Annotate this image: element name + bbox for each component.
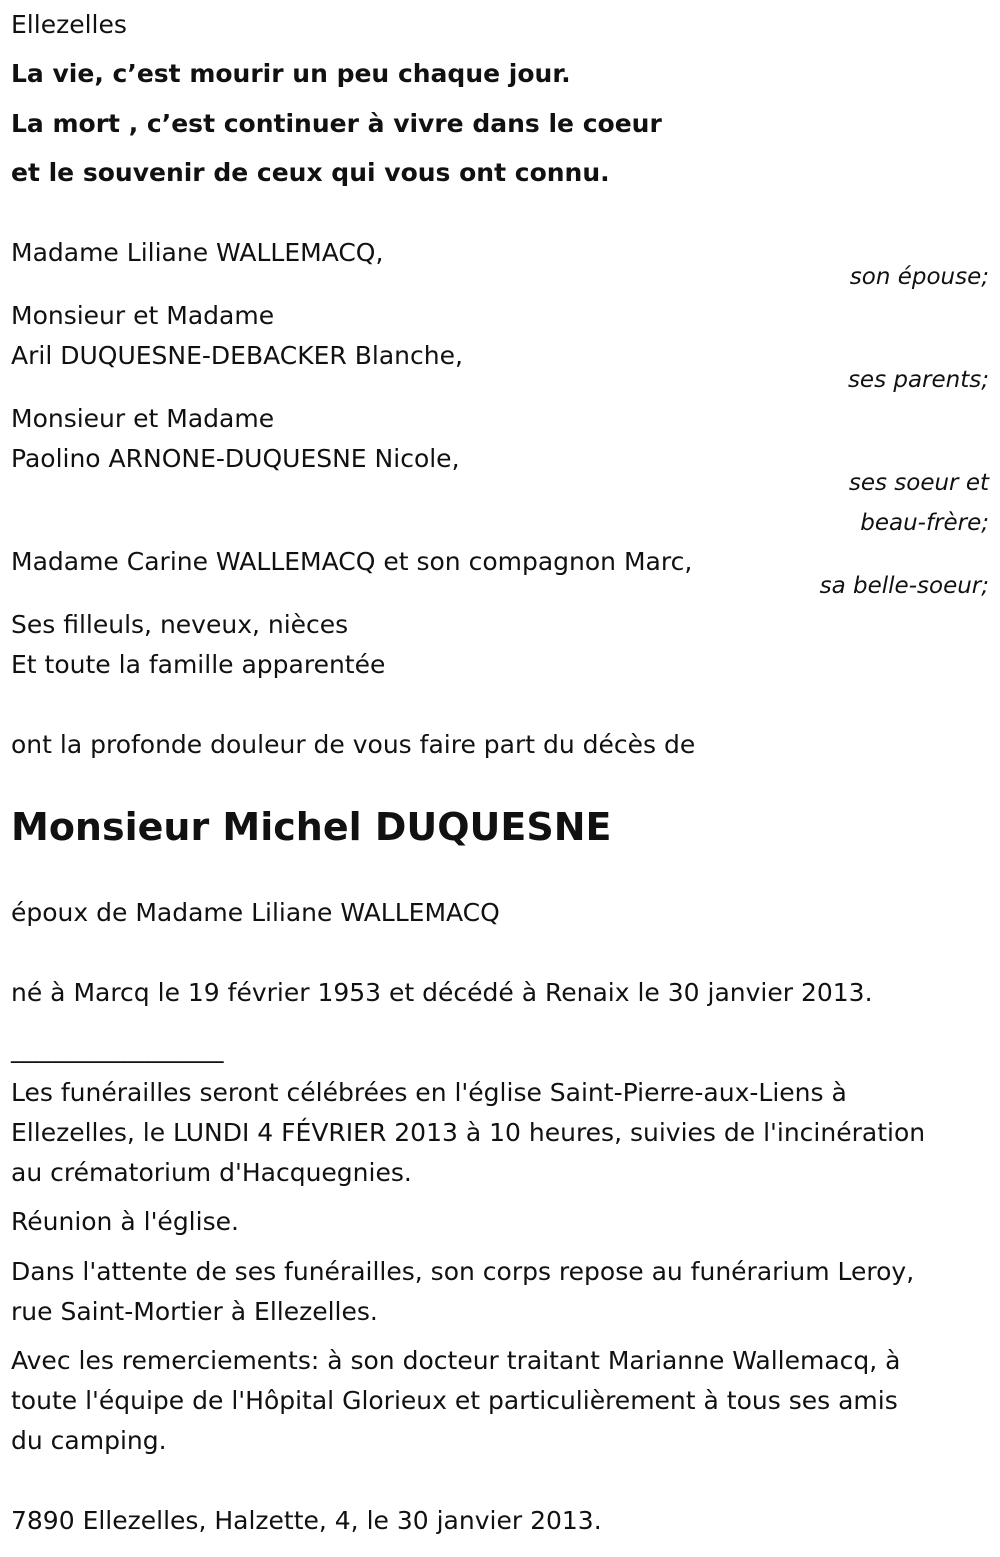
birth-death: né à Marcq le 19 février 1953 et décédé à Renaix le 30 janvier 2013. (11, 978, 873, 1007)
relation: sa belle-soeur; (819, 573, 989, 599)
family-member: Madame Carine WALLEMACQ et son compagnon Marc, (11, 547, 693, 576)
family-member: Aril DUQUESNE-DEBACKER Blanche, (11, 341, 463, 370)
address: 7890 Ellezelles, Halzette, 4, le 30 janvier 2013. (11, 1506, 602, 1535)
family-member: Madame Liliane WALLEMACQ, (11, 238, 384, 267)
quote-line: et le souvenir de ceux qui vous ont connu. (11, 158, 610, 187)
separator: _________________ (11, 1034, 224, 1063)
announcement: ont la profonde douleur de vous faire part du décès de (11, 730, 696, 759)
location-header: Ellezelles (11, 10, 127, 39)
relation: son épouse; (849, 264, 989, 290)
meeting: Réunion à l'église. (11, 1207, 239, 1236)
relation: ses soeur et (848, 470, 989, 496)
quote-line: La vie, c’est mourir un peu chaque jour. (11, 59, 571, 88)
relation: ses parents; (847, 367, 989, 393)
family-member: Monsieur et Madame (11, 301, 275, 330)
family-member: Paolino ARNONE-DUQUESNE Nicole, (11, 444, 460, 473)
spouse-line: époux de Madame Liliane WALLEMACQ (11, 898, 500, 927)
others-line: Ses filleuls, neveux, nièces (11, 610, 349, 639)
rest-line: Dans l'attente de ses funérailles, son corps repose au funérarium Leroy, (11, 1257, 915, 1286)
thanks-line: du camping. (11, 1426, 167, 1455)
deceased-name: Monsieur Michel DUQUESNE (11, 805, 612, 849)
rest-line: rue Saint-Mortier à Ellezelles. (11, 1297, 378, 1326)
others-line: Et toute la famille apparentée (11, 650, 386, 679)
family-member: Monsieur et Madame (11, 404, 275, 433)
quote-line: La mort , c’est continuer à vivre dans le coeur (11, 109, 662, 138)
funeral-line: Ellezelles, le LUNDI 4 FÉVRIER 2013 à 10 heures, suivies de l'incinération (11, 1118, 926, 1147)
funeral-line: au crématorium d'Hacquegnies. (11, 1158, 412, 1187)
relation: beau-frère; (860, 510, 989, 536)
thanks-line: Avec les remerciements: à son docteur traitant Marianne Wallemacq, à (11, 1346, 901, 1375)
thanks-line: toute l'équipe de l'Hôpital Glorieux et particulièrement à tous ses amis (11, 1386, 898, 1415)
funeral-line: Les funérailles seront célébrées en l'église Saint-Pierre-aux-Liens à (11, 1078, 847, 1107)
